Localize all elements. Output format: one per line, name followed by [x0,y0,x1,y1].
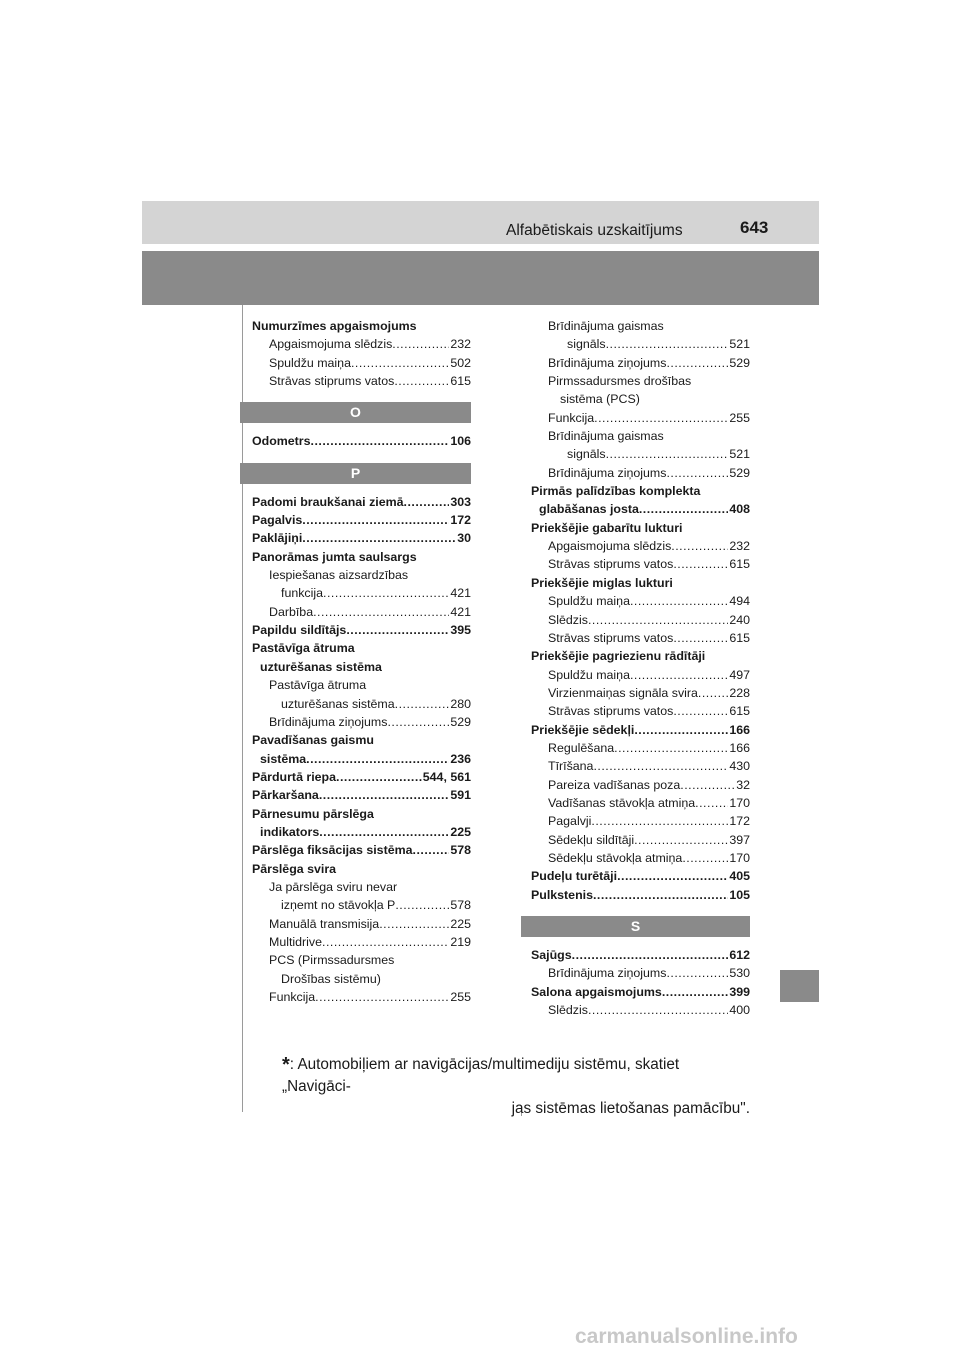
leader-dots [666,964,728,982]
thumb-index-tab [780,970,819,1002]
leader-dots [639,500,728,518]
index-entry [252,731,471,749]
index-entry [531,519,750,537]
index-entry [252,584,471,602]
entry-page-number: 219 [450,934,471,949]
entry-page-number: 430 [729,759,750,774]
entry-page-number: 395 [450,623,471,638]
index-entry [531,317,750,335]
leader-dots [302,511,449,529]
entry-page-number: 166 [729,740,750,755]
entry-label: signāls [567,447,606,462]
entry-label: Odometrs [252,434,311,449]
entry-label: Spuldžu maiņa [548,594,630,609]
entry-page-number: 615 [450,374,471,389]
index-entry [531,500,750,518]
entry-page-number: 172 [729,814,750,829]
entry-label: Pārslēga svira [252,861,337,876]
leader-dots [680,776,735,794]
entry-label: uzturēšanas sistēma [281,696,395,711]
entry-page-number: 578 [450,843,471,858]
index-entry [531,647,750,665]
index-entry [252,750,471,768]
index-entry [252,603,471,621]
entry-label: Brīdinājuma ziņojums [548,465,667,480]
entry-label: Pirmssadursmes drošības [548,374,692,389]
entry-label: Paklājiņi [252,531,303,546]
entry-label: Pudeļu turētāji [531,869,618,884]
entry-label: Funkcija [548,410,595,425]
leader-dots [311,432,450,450]
index-entry [252,639,471,657]
entry-page-number: 30 [457,531,471,546]
index-entry [252,841,471,859]
index-entry [531,629,750,647]
index-entry [252,915,471,933]
leader-dots [606,445,729,463]
index-entry [531,464,750,482]
entry-page-number: 502 [450,355,471,370]
index-entry [252,335,471,353]
entry-label: Iespiešanas aizsardzības [269,568,409,583]
index-entry [252,372,471,390]
entry-label: Pirmās palīdzības komplekta [531,484,701,499]
index-entry [531,537,750,555]
entry-page-number: 225 [450,824,471,839]
entry-label: Panorāmas jumta saulsargs [252,549,417,564]
index-entry [252,823,471,841]
index-entry [252,951,471,969]
entry-label: Priekšējie gabarītu lukturi [531,520,683,535]
entry-label: Apgaismojuma slēdzis [548,539,672,554]
entry-page-number: 521 [729,447,750,462]
entry-page-number: 106 [450,434,471,449]
entry-label: Priekšējie sēdekļi [531,722,635,737]
entry-label: Pastāvīga ātruma [252,641,355,656]
entry-page-number: 397 [729,832,750,847]
index-entry [531,1001,750,1019]
entry-label: Brīdinājuma gaismas [548,429,664,444]
index-entry [531,684,750,702]
leader-dots [336,768,422,786]
entry-page-number: 400 [729,1003,750,1018]
entry-label: Pārnesumu pārslēga [252,806,374,821]
index-entry [531,812,750,830]
entry-label: Pagalvis [252,513,303,528]
entry-label: Padomi braukšanai ziemā [252,494,404,509]
index-entry [531,427,750,445]
entry-label: Pastāvīga ātruma [269,678,367,693]
entry-page-number: 232 [729,539,750,554]
page-number: 643 [740,218,769,237]
leader-dots [673,702,728,720]
index-entry [531,983,750,1001]
entry-label: Multidrive [269,934,323,949]
index-entry [252,621,471,639]
leader-dots [394,372,449,390]
entry-label: uzturēšanas sistēma [260,659,382,674]
leader-dots [593,757,728,775]
entry-label: Apgaismojuma slēdzis [269,337,393,352]
entry-label: Sēdekļu sildītāji [548,832,635,847]
entry-label: Papildu sildītājs [252,623,347,638]
footnote-line-2: jas sistēmas lietošanas pamācību". [511,1100,750,1117]
index-entry [531,757,750,775]
leader-dots [588,1001,728,1019]
entry-page-number: 405 [729,869,750,884]
chapter-banner [142,251,819,305]
index-entry [252,354,471,372]
entry-page-number: 255 [729,410,750,425]
leader-dots [413,841,450,859]
entry-page-number: 228 [729,685,750,700]
page-header-bar [142,201,819,244]
entry-label: Slēdzis [548,612,588,627]
entry-page-number: 399 [729,984,750,999]
index-column-right [531,317,750,1019]
entry-label: Spuldžu maiņa [548,667,630,682]
index-entry [531,482,750,500]
index-entry [252,768,471,786]
leader-dots [395,695,450,713]
footnote-star: * [282,1054,290,1076]
entry-page-number: 303 [450,494,471,509]
entry-label: Sēdekļu stāvokļa atmiņa [548,850,683,865]
entry-label: sistēma [260,751,307,766]
index-entry [252,432,471,450]
leader-dots [671,537,728,555]
index-entry [252,896,471,914]
index-entry [252,713,471,731]
entry-label: Strāvas stiprums vatos [548,704,674,719]
entry-page-number: 578 [450,898,471,913]
index-entry [252,566,471,584]
index-entry [252,658,471,676]
entry-page-number: 615 [729,557,750,572]
index-entry [531,592,750,610]
entry-label: Strāvas stiprums vatos [548,557,674,572]
index-entry [252,548,471,566]
leader-dots [698,684,728,702]
entry-label: Manuālā transmisija [269,916,380,931]
leader-dots [630,666,728,684]
leader-dots [319,823,449,841]
index-entry [531,574,750,592]
leader-dots [404,493,450,511]
entry-page-number: 615 [729,630,750,645]
entry-page-number: 255 [450,990,471,1004]
entry-label: Salona apgaismojums [531,984,662,999]
index-entry [531,335,750,353]
leader-dots [617,867,728,885]
entry-label: indikators [260,824,320,839]
leader-dots [630,592,728,610]
index-entry [252,933,471,951]
entry-label: Vadīšanas stāvokļa atmiņa [548,795,696,810]
leader-dots [351,354,449,372]
entry-label: Strāvas stiprums vatos [548,630,674,645]
left-margin-rule [242,305,243,1112]
entry-label: izņemt no stāvokļa P [281,898,396,913]
entry-page-number: 172 [450,513,471,528]
entry-page-number: 170 [729,795,750,810]
entry-page-number: 530 [729,966,750,981]
entry-page-number: 529 [450,714,471,729]
leader-dots [306,750,449,768]
entry-label: Tīrīšana [548,759,594,774]
entry-page-number: 105 [729,887,750,902]
leader-dots [346,621,449,639]
leader-dots [666,464,728,482]
entry-page-number: 494 [729,594,750,609]
index-entry [252,493,471,511]
leader-dots [673,629,728,647]
entry-label: Darbība [269,604,314,619]
leader-dots [322,933,449,951]
leader-dots [379,915,449,933]
index-entry [531,964,750,982]
index-entry [252,676,471,694]
entry-label: Pagalvji [548,814,592,829]
index-entry [531,739,750,757]
index-entry [531,886,750,904]
entry-page-number: 529 [729,465,750,480]
entry-page-number: 225 [450,916,471,931]
footnote-line-1: : Automobiļiem ar navigācijas/multimediju sistēmu, skatiet „Navigāci- [282,1056,680,1095]
entry-page-number: 497 [729,667,750,682]
index-entry [531,372,750,390]
entry-label: Pārkaršana [252,788,319,803]
leader-dots [614,739,728,757]
index-entry [252,805,471,823]
entry-page-number: 232 [450,337,471,352]
leader-dots [392,335,449,353]
entry-label: PCS (Pirmssadursmes [269,953,395,968]
leader-dots [673,555,728,573]
index-entry [531,702,750,720]
entry-label: Regulēšana [548,740,615,755]
entry-page-number: 421 [450,586,471,601]
entry-page-number: 408 [729,502,750,517]
index-entry [252,878,471,896]
entry-label: funkcija [281,586,324,601]
index-entry [531,946,750,964]
leader-dots [594,409,728,427]
section-header-o: O [240,402,471,423]
leader-dots [695,794,728,812]
entry-label: Pavadīšanas gaismu [252,733,374,748]
entry-label: Slēdzis [548,1003,588,1018]
entry-label: Strāvas stiprums vatos [269,374,395,389]
entry-label: Priekšējie pagriezienu rādītāji [531,649,706,664]
entry-label: Pareiza vadīšanas poza [548,777,681,792]
index-entry [252,860,471,878]
index-entry [531,390,750,408]
entry-page-number: 521 [729,337,750,352]
index-entry [531,445,750,463]
index-entry [252,970,471,988]
entry-page-number: 421 [450,604,471,619]
entry-label: Sajūgs [531,948,572,962]
index-entry [531,776,750,794]
index-entry [531,555,750,573]
index-entry [531,721,750,739]
index-entry [531,849,750,867]
leader-dots [591,812,728,830]
entry-label: Brīdinājuma ziņojums [269,714,388,729]
leader-dots [682,849,728,867]
leader-dots [634,721,728,739]
entry-label: signāls [567,337,606,352]
entry-label: Ja pārslēga sviru nevar [269,879,398,894]
index-entry [531,666,750,684]
entry-label: Spuldžu maiņa [269,355,351,370]
leader-dots [588,611,728,629]
index-entry [252,317,471,335]
entry-page-number: 170 [729,850,750,865]
entry-page-number: 240 [729,612,750,627]
entry-page-number: 32 [736,777,750,792]
section-header-s: S [521,916,750,937]
entry-label: Brīdinājuma ziņojums [548,966,667,981]
entry-label: Brīdinājuma ziņojums [548,355,667,370]
leader-dots [662,983,728,1001]
index-entry [252,786,471,804]
entry-label: Pārdurtā riepa [252,769,337,784]
entry-page-number: 615 [729,704,750,719]
entry-page-number: 544, 561 [422,769,471,784]
entry-label: Numurzīmes apgaismojums [252,319,417,333]
index-entry [252,529,471,547]
leader-dots [313,603,449,621]
section-header-p: P [240,463,471,484]
index-column-left [252,317,471,1006]
entry-page-number: 612 [729,948,750,962]
leader-dots [323,584,449,602]
entry-label: glabāšanas josta [539,502,639,517]
leader-dots [634,831,728,849]
index-entry [531,354,750,372]
entry-label: Drošības sistēmu) [281,971,381,986]
leader-dots [319,786,449,804]
entry-label: sistēma (PCS) [560,392,640,407]
index-entry [531,409,750,427]
entry-page-number: 280 [450,696,471,711]
index-entry [252,511,471,529]
entry-label: Funkcija [269,990,316,1004]
entry-label: Priekšējie miglas lukturi [531,575,673,590]
header-title: Alfabētiskais uzskaitījums [506,222,683,239]
leader-dots [606,335,729,353]
leader-dots [302,529,456,547]
index-entry [531,794,750,812]
entry-page-number: 236 [450,751,471,766]
footnote [282,1054,750,1120]
entry-page-number: 529 [729,355,750,370]
watermark: carmanualsonline.info [575,1325,798,1348]
leader-dots [395,896,449,914]
leader-dots [593,886,728,904]
leader-dots [666,354,728,372]
index-entry [531,611,750,629]
entry-label: Brīdinājuma gaismas [548,319,664,333]
index-entry [252,695,471,713]
index-entry [531,867,750,885]
index-entry [252,988,471,1006]
entry-page-number: 166 [729,722,750,737]
leader-dots [315,988,449,1006]
leader-dots [572,946,729,964]
index-entry [531,831,750,849]
entry-label: Pulkstenis [531,887,593,902]
leader-dots [387,713,449,731]
entry-label: Virzienmaiņas signāla svira [548,685,698,700]
entry-page-number: 591 [450,788,471,803]
entry-label: Pārslēga fiksācijas sistēma [252,843,413,858]
